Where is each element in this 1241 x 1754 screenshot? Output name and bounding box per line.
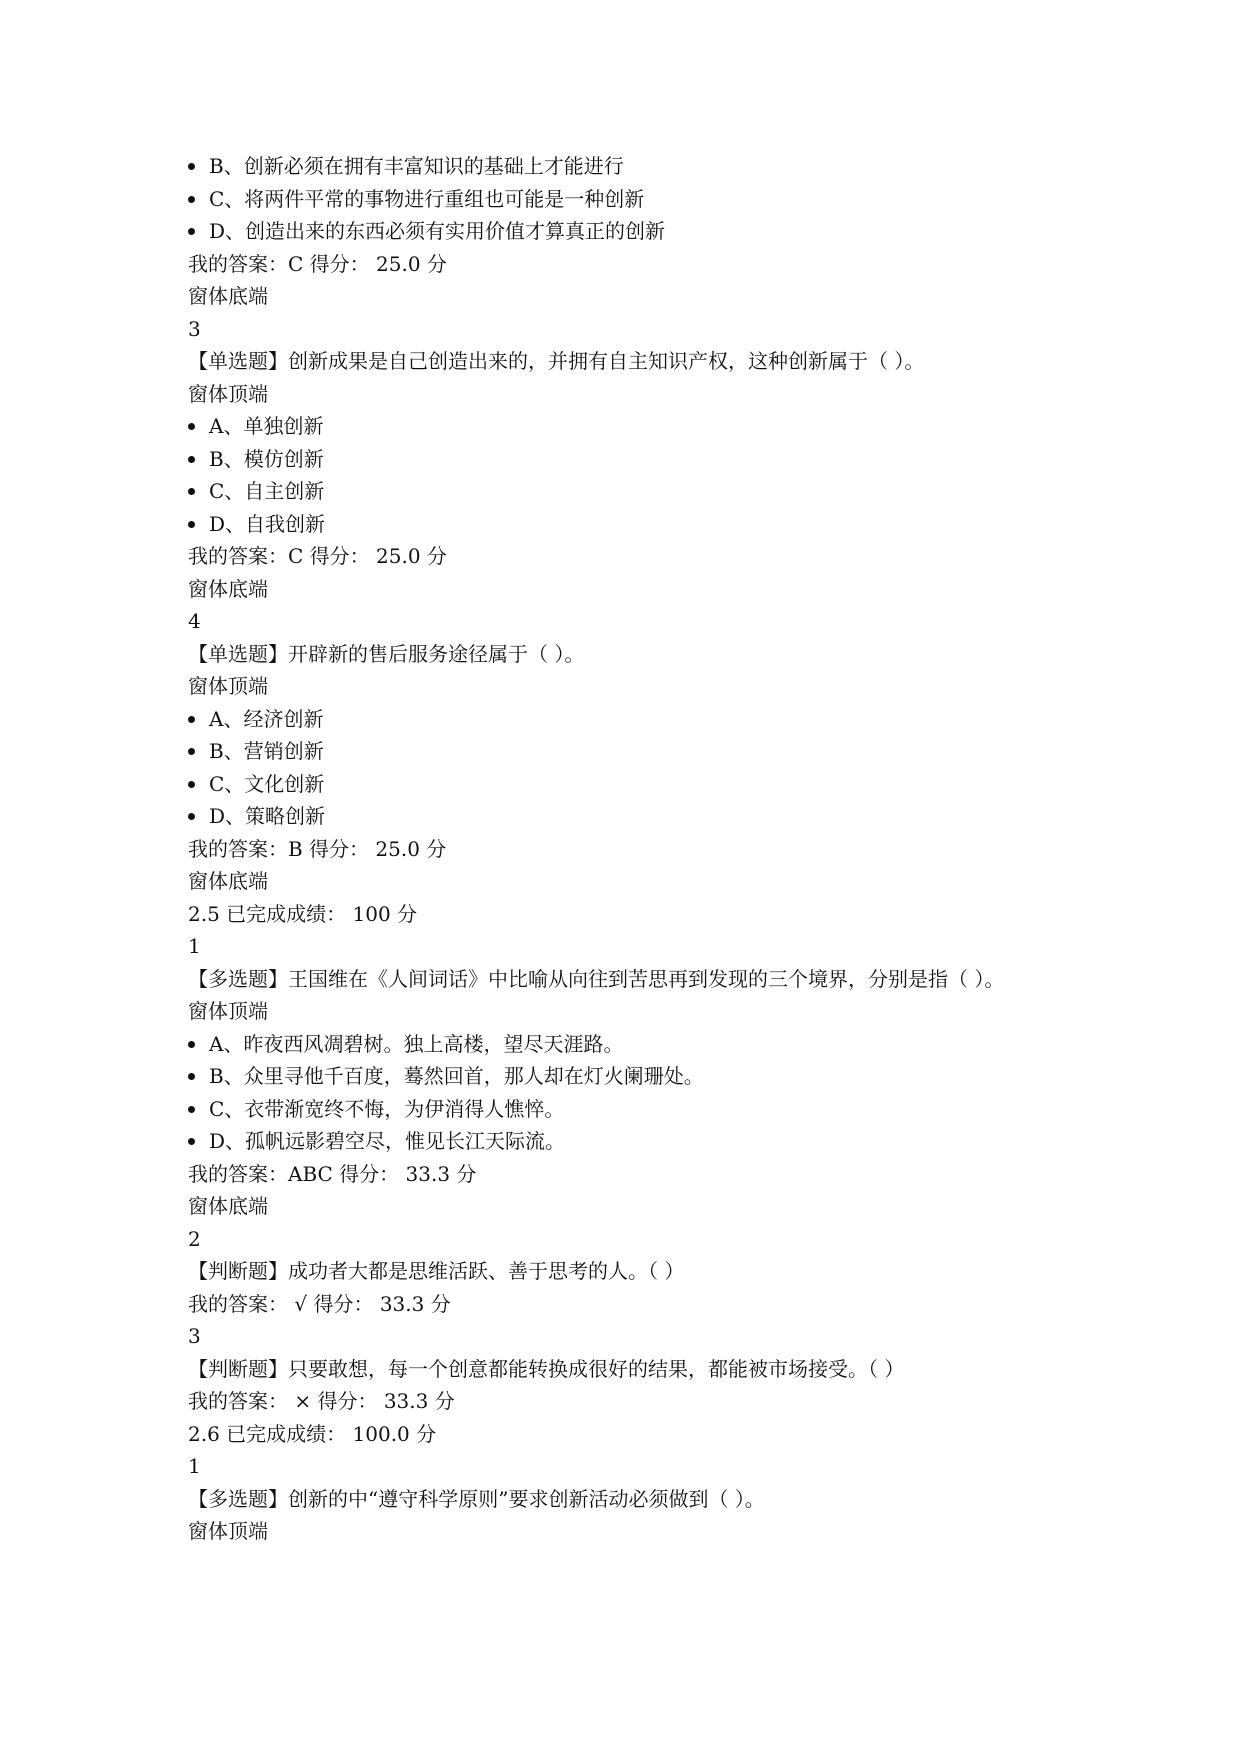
question-text <box>188 1255 1088 1288</box>
line-text: 2.6 已完成成绩： 100.0 分 <box>188 1421 437 1446</box>
answer-option <box>188 150 1088 183</box>
bullet-icon <box>188 521 195 528</box>
line-text: 窗体底端 <box>188 284 268 308</box>
form-marker <box>188 378 1088 411</box>
line-text: 窗体底端 <box>188 869 268 893</box>
bullet-icon <box>188 748 195 755</box>
my-answer-score <box>188 248 1088 281</box>
line-text: 窗体顶端 <box>188 674 268 698</box>
line-text: D、自我创新 <box>209 511 326 536</box>
question-number <box>188 605 1088 638</box>
line-text: 我的答案： × 得分： 33.3 分 <box>188 1389 455 1413</box>
answer-option <box>188 1060 1088 1093</box>
question-number <box>188 1450 1088 1483</box>
line-text: 【多选题】王国维在《人间词话》中比喻从向往到苦思再到发现的三个境界，分别是指（ ）。 <box>188 966 1005 991</box>
bullet-icon <box>188 1138 195 1145</box>
section-score <box>188 1418 1088 1451</box>
question-text <box>188 638 1088 671</box>
bullet-icon <box>188 456 195 463</box>
line-text: 我的答案：C 得分： 25.0 分 <box>188 251 447 276</box>
line-text: 【判断题】只要敢想，每一个创意都能转换成很好的结果，都能被市场接受。（ ） <box>188 1356 905 1381</box>
answer-option <box>188 410 1088 443</box>
line-text: 窗体顶端 <box>188 381 268 406</box>
answer-option <box>188 1125 1088 1158</box>
answer-option <box>188 735 1088 768</box>
line-text: 【判断题】成功者大都是思维活跃、善于思考的人。（ ） <box>188 1259 685 1283</box>
line-text: D、策略创新 <box>209 804 326 828</box>
line-text: 窗体顶端 <box>188 999 268 1023</box>
line-text: 窗体顶端 <box>188 1519 268 1543</box>
question-number <box>188 1223 1088 1256</box>
answer-option <box>188 800 1088 833</box>
bullet-icon <box>188 228 195 235</box>
my-answer-score <box>188 1288 1088 1321</box>
line-text: 【多选题】创新的中“遵守科学原则”要求创新活动必须做到（ ）。 <box>188 1486 765 1511</box>
bullet-icon <box>188 1041 195 1048</box>
line-text: C、自主创新 <box>209 479 325 503</box>
line-text: A、经济创新 <box>209 706 324 731</box>
answer-option <box>188 443 1088 476</box>
line-text: 2.5 已完成成绩： 100 分 <box>188 901 418 926</box>
line-text: B、创新必须在拥有丰富知识的基础上才能进行 <box>209 154 624 178</box>
line-text: B、模仿创新 <box>209 446 324 471</box>
question-text <box>188 963 1088 996</box>
question-text <box>188 1483 1088 1516</box>
line-text: 我的答案：ABC 得分： 33.3 分 <box>188 1161 477 1186</box>
line-text: 1 <box>188 1454 201 1478</box>
line-text: A、单独创新 <box>209 414 324 438</box>
question-number <box>188 313 1088 346</box>
question-text <box>188 1353 1088 1386</box>
question-number <box>188 930 1088 963</box>
form-marker <box>188 865 1088 898</box>
bullet-icon <box>188 716 195 723</box>
line-text: B、众里寻他千百度，蓦然回首，那人却在灯火阑珊处。 <box>209 1064 704 1088</box>
section-score <box>188 898 1088 931</box>
line-text: B、营销创新 <box>209 739 324 763</box>
form-marker <box>188 995 1088 1028</box>
line-text: 3 <box>188 316 201 341</box>
bullet-icon <box>188 196 195 203</box>
document-body <box>188 150 1088 1548</box>
line-text: C、将两件平常的事物进行重组也可能是一种创新 <box>209 186 645 211</box>
line-text: 窗体底端 <box>188 1194 268 1218</box>
line-text: 【单选题】创新成果是自己创造出来的，并拥有自主知识产权，这种创新属于（ ）。 <box>188 349 925 373</box>
bullet-icon <box>188 423 195 430</box>
form-marker <box>188 573 1088 606</box>
answer-option <box>188 768 1088 801</box>
bullet-icon <box>188 1073 195 1080</box>
answer-option <box>188 508 1088 541</box>
answer-option <box>188 183 1088 216</box>
form-marker <box>188 1515 1088 1548</box>
question-text <box>188 345 1088 378</box>
bullet-icon <box>188 781 195 788</box>
my-answer-score <box>188 1158 1088 1191</box>
my-answer-score <box>188 1385 1088 1418</box>
bullet-icon <box>188 1106 195 1113</box>
question-number <box>188 1320 1088 1353</box>
answer-option <box>188 1028 1088 1061</box>
line-text: 窗体底端 <box>188 576 268 601</box>
line-text: A、昨夜西风凋碧树。独上高楼，望尽天涯路。 <box>209 1031 624 1056</box>
my-answer-score <box>188 833 1088 866</box>
form-marker <box>188 1190 1088 1223</box>
line-text: 【单选题】开辟新的售后服务途径属于（ ）。 <box>188 641 585 666</box>
form-marker <box>188 670 1088 703</box>
line-text: 我的答案： √ 得分： 33.3 分 <box>188 1291 451 1316</box>
form-marker <box>188 280 1088 313</box>
line-text: C、文化创新 <box>209 771 325 796</box>
line-text: 3 <box>188 1324 201 1348</box>
my-answer-score <box>188 540 1088 573</box>
bullet-icon <box>188 163 195 170</box>
answer-option <box>188 475 1088 508</box>
line-text: 4 <box>188 609 201 633</box>
line-text: 2 <box>188 1226 201 1251</box>
line-text: D、孤帆远影碧空尽，惟见长江天际流。 <box>209 1129 566 1153</box>
line-text: D、创造出来的东西必须有实用价值才算真正的创新 <box>209 219 666 243</box>
line-text: C、衣带渐宽终不悔，为伊消得人憔悴。 <box>209 1096 565 1121</box>
line-text: 我的答案：B 得分： 25.0 分 <box>188 836 447 861</box>
line-text: 1 <box>188 934 201 958</box>
answer-option <box>188 703 1088 736</box>
answer-option <box>188 215 1088 248</box>
bullet-icon <box>188 813 195 820</box>
bullet-icon <box>188 488 195 495</box>
line-text: 我的答案：C 得分： 25.0 分 <box>188 544 447 568</box>
answer-option <box>188 1093 1088 1126</box>
